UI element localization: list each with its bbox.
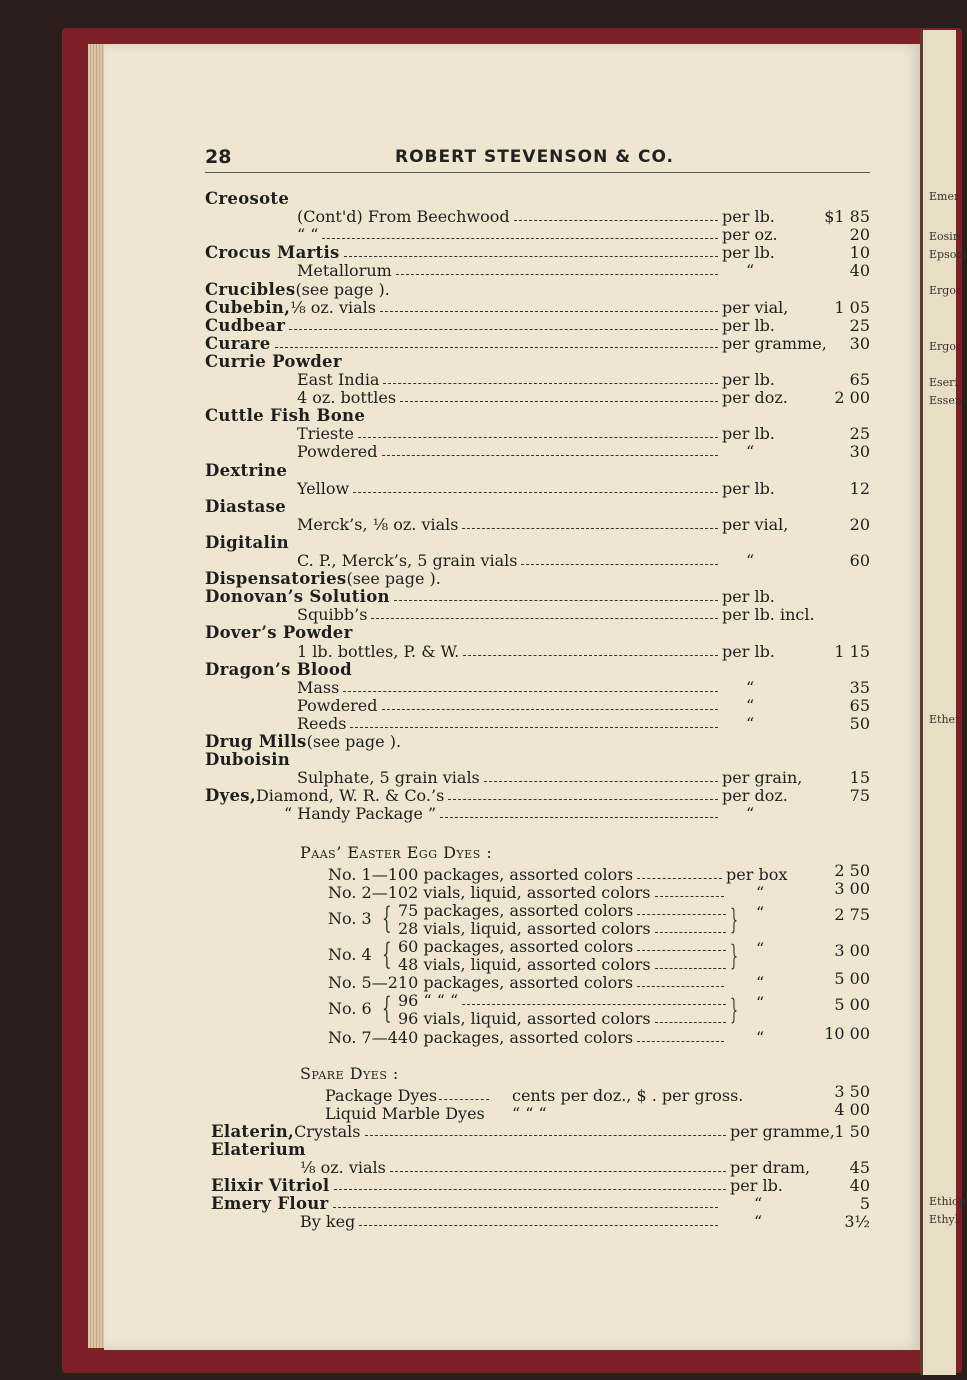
unit-label: “: [756, 882, 765, 902]
next-page-fragment: Essen: [929, 394, 962, 407]
entry-label: Powdered: [297, 442, 378, 462]
price-value: 60: [849, 551, 870, 570]
page-number: 28: [205, 146, 232, 168]
price-value: 75: [849, 786, 870, 806]
unit-label: per lb.: [722, 243, 775, 263]
entry-heading: Elaterin,: [211, 1121, 295, 1141]
entry-label: Powdered: [297, 695, 378, 715]
price-value: 2 75: [834, 904, 870, 924]
unit-label: “: [746, 713, 755, 733]
dot-leader: [371, 617, 718, 619]
price-value: 30: [849, 333, 870, 353]
dye-number: No. 3: [328, 908, 372, 928]
price-value: 10: [849, 243, 870, 263]
entry-note: (see page ).: [306, 732, 402, 751]
price-value: 3 00: [834, 878, 870, 898]
price-value: 5: [859, 1194, 870, 1214]
dye-line: No. 5—210 packages, assorted colors: [328, 973, 634, 993]
unit-label: “: [754, 1194, 763, 1214]
entry-label: Trieste: [297, 424, 355, 444]
entry-note: (see page ).: [346, 569, 441, 589]
unit-label: “: [756, 973, 765, 993]
dot-leader: [394, 599, 718, 601]
unit-label: per lb.: [722, 207, 775, 227]
entry-label: Yellow: [297, 478, 350, 498]
dot-leader: [334, 1188, 727, 1190]
dye-line: 48 vials, liquid, assorted colors: [398, 955, 651, 975]
price-value: 3 00: [834, 941, 870, 960]
price-value: 12: [849, 478, 870, 498]
entry-heading: Dyes,: [205, 786, 256, 806]
dot-leader: [484, 780, 718, 782]
dot-leader: [462, 1003, 726, 1005]
price-value: 15: [849, 768, 870, 788]
entry-heading: Crocus Martis: [205, 243, 340, 263]
dot-leader: [365, 1134, 727, 1136]
dye-number: No. 6: [328, 999, 372, 1019]
price-value: 65: [849, 695, 870, 715]
unit-label: per vial,: [722, 514, 789, 534]
dot-leader: [514, 219, 718, 221]
next-page-fragment: Ethyl,: [929, 1213, 962, 1226]
entry-heading: Dextrine: [205, 460, 288, 480]
header-rule: [205, 172, 870, 173]
entry-heading: Diastase: [205, 496, 287, 516]
price-value: 1 15: [834, 641, 870, 661]
dot-leader: [358, 436, 718, 438]
next-page-fragment: Emer: [929, 190, 960, 203]
dye-line: No. 7—440 packages, assorted colors: [328, 1027, 634, 1047]
unit-label: “: [746, 551, 755, 570]
dot-leader: [462, 527, 718, 529]
page-header: [205, 146, 870, 174]
price-value: 20: [849, 514, 870, 534]
section-heading: Spare Dyes :: [300, 1063, 399, 1083]
price-value: 65: [849, 370, 870, 389]
next-page-fragment: Ethiop: [929, 1195, 966, 1208]
unit-label: “: [746, 695, 755, 715]
entry-label: “ “: [297, 225, 319, 245]
unit-label: per lb.: [730, 1176, 783, 1196]
next-page-fragment: Ergot: [929, 284, 961, 297]
price-value: 30: [849, 442, 870, 462]
dye-line: 96 “ “ “: [398, 991, 459, 1011]
unit-label: per box: [726, 864, 788, 884]
entry-heading: Cuttle Fish Bone: [205, 406, 366, 426]
dot-leader: [448, 798, 718, 800]
dot-leader: [655, 931, 726, 933]
entry-label: By keg: [300, 1212, 356, 1232]
unit-label: per lb.: [722, 641, 775, 661]
unit-label: per doz.: [722, 388, 788, 408]
unit-label: per gramme,: [730, 1121, 835, 1141]
price-value: 35: [849, 677, 870, 697]
dot-leader: [275, 346, 718, 348]
dot-leader: [350, 726, 718, 728]
entry-heading: Dispensatories: [205, 569, 347, 589]
price-value: 2 50: [834, 860, 870, 880]
right-brace: }: [730, 939, 739, 972]
dot-leader: [359, 1224, 718, 1226]
entry-heading: Duboisin: [205, 750, 291, 770]
unit-label: per dram,: [730, 1158, 811, 1178]
dot-leader: [380, 310, 718, 312]
unit-label: per doz.: [722, 786, 788, 806]
dot-leader: [390, 1170, 726, 1172]
spare-pricing: “ “ “: [512, 1103, 547, 1123]
right-brace: }: [730, 902, 739, 936]
dot-leader: [440, 816, 718, 818]
price-value: 3 50: [834, 1081, 870, 1101]
entry-heading: Digitalin: [205, 532, 289, 552]
entry-label: Squibb’s: [297, 605, 368, 625]
dye-line: No. 2—102 vials, liquid, assorted colors: [328, 882, 651, 902]
price-value: 1 05: [834, 297, 870, 317]
price-value: 50: [849, 713, 870, 733]
dot-leader: [521, 563, 718, 565]
price-value: 5 00: [834, 969, 870, 989]
entry-heading: Drug Mills: [205, 732, 307, 751]
right-brace: }: [730, 993, 739, 1027]
dye-line: 96 vials, liquid, assorted colors: [398, 1009, 651, 1029]
dot-leader: [655, 895, 724, 897]
dot-leader: [637, 913, 726, 915]
price-value: 1 50: [834, 1121, 870, 1141]
price-value: 10 00: [824, 1023, 870, 1043]
price-value: $1 85: [824, 207, 870, 227]
dot-leader: [655, 967, 726, 969]
next-page-fragment: Ergot: [929, 340, 961, 353]
dot-leader: [396, 273, 718, 275]
entry-note: ⅛ oz. vials: [290, 297, 376, 317]
dot-leader: [322, 237, 718, 239]
entry-heading: Donovan’s Solution: [205, 587, 390, 607]
dot-leader: [439, 1098, 489, 1100]
price-value: 3½: [844, 1212, 870, 1232]
spare-label: Package Dyes: [325, 1085, 438, 1105]
entry-heading: Elixir Vitriol: [211, 1176, 330, 1196]
dot-leader: [637, 949, 726, 951]
entry-heading: Emery Flour: [211, 1194, 329, 1214]
entry-label: ⅛ oz. vials: [300, 1158, 386, 1178]
spare-label: Liquid Marble Dyes: [325, 1103, 485, 1123]
dot-leader: [637, 1040, 724, 1042]
dot-leader: [344, 255, 718, 257]
unit-label: per lb.: [722, 315, 775, 335]
entry-heading: Cubebin,: [205, 297, 291, 317]
entry-label: Sulphate, 5 grain vials: [297, 768, 480, 788]
dot-leader: [343, 690, 718, 692]
unit-label: “: [746, 804, 755, 824]
unit-label: “: [756, 939, 765, 958]
price-value: 40: [849, 1176, 870, 1196]
next-page-fragment: Eseri: [929, 376, 958, 389]
price-value: 20: [849, 225, 870, 245]
entry-label: Mass: [297, 677, 340, 697]
entry-note: Diamond, W. R. & Co.’s: [255, 786, 445, 806]
dot-leader: [400, 400, 718, 402]
left-brace: {: [382, 900, 392, 936]
next-page-fragment: Ether,: [929, 713, 963, 726]
entry-label: 4 oz. bottles: [297, 388, 397, 408]
dot-leader: [383, 382, 718, 384]
next-page-fragment: Epsom: [929, 248, 967, 261]
dot-leader: [463, 654, 718, 656]
unit-label: per oz.: [722, 225, 778, 245]
left-brace: {: [382, 937, 392, 972]
price-value: 45: [849, 1158, 870, 1178]
price-value: 25: [849, 315, 870, 335]
entry-heading: Elaterium: [211, 1140, 306, 1159]
unit-label: “: [746, 442, 755, 462]
unit-label: “: [746, 261, 755, 281]
entry-heading: Dragon’s Blood: [205, 659, 352, 679]
entry-note: (see page ).: [295, 279, 390, 299]
spare-pricing: cents per doz., $ . per gross.: [512, 1085, 744, 1105]
unit-label: “: [746, 677, 755, 697]
dye-line: 60 packages, assorted colors: [398, 937, 634, 956]
entry-label: “ Handy Package ”: [284, 804, 437, 824]
entry-label: East India: [297, 370, 380, 389]
unit-label: “: [754, 1212, 763, 1232]
entry-heading: Curare: [205, 333, 271, 353]
unit-label: per lb. incl.: [722, 605, 815, 625]
dot-leader: [637, 877, 722, 879]
dot-leader: [382, 708, 718, 710]
dot-leader: [289, 328, 718, 330]
price-value: 25: [849, 424, 870, 444]
entry-heading: Dover’s Powder: [205, 623, 353, 643]
unit-label: per vial,: [722, 297, 789, 317]
unit-label: per gramme,: [722, 333, 827, 353]
dot-leader: [637, 985, 724, 987]
unit-label: per lb.: [722, 478, 775, 498]
price-value: 4 00: [834, 1099, 870, 1119]
unit-label: “: [756, 902, 765, 922]
entry-heading: Creosote: [205, 189, 290, 208]
unit-label: per grain,: [722, 768, 803, 788]
dye-line: 75 packages, assorted colors: [398, 900, 634, 920]
next-page-fragment: Eosin: [929, 230, 960, 243]
unit-label: per lb.: [722, 424, 775, 444]
dye-line: No. 1—100 packages, assorted colors: [328, 864, 634, 884]
dot-leader: [655, 1021, 726, 1023]
dye-number: No. 4: [328, 945, 372, 964]
left-brace: {: [382, 991, 392, 1027]
entry-note: Crystals: [294, 1121, 361, 1141]
unit-label: “: [756, 1027, 765, 1047]
price-value: 40: [849, 261, 870, 281]
price-value: 5 00: [834, 995, 870, 1015]
dot-leader: [382, 454, 718, 456]
unit-label: per lb.: [722, 587, 775, 607]
dot-leader: [353, 491, 718, 493]
entry-heading: Crucibles: [205, 279, 296, 299]
dot-leader: [333, 1206, 718, 1208]
unit-label: per lb.: [722, 370, 775, 389]
price-value: 2 00: [834, 388, 870, 408]
dye-line: 28 vials, liquid, assorted colors: [398, 918, 651, 938]
section-heading: Paas’ Easter Egg Dyes :: [300, 842, 493, 862]
entry-heading: Cudbear: [205, 315, 286, 335]
entry-heading: Currie Powder: [205, 351, 342, 371]
entry-label: Merck’s, ⅛ oz. vials: [297, 514, 459, 534]
entry-label: Metallorum: [297, 261, 392, 281]
entry-label: Reeds: [297, 713, 347, 733]
entry-label: 1 lb. bottles, P. & W.: [297, 641, 460, 661]
running-title: ROBERT STEVENSON & CO.: [395, 147, 675, 167]
unit-label: “: [756, 993, 765, 1013]
entry-label: (Cont'd) From Beechwood: [297, 207, 510, 227]
entry-label: C. P., Merck’s, 5 grain vials: [297, 551, 518, 570]
next-page-edge: [920, 30, 967, 1375]
